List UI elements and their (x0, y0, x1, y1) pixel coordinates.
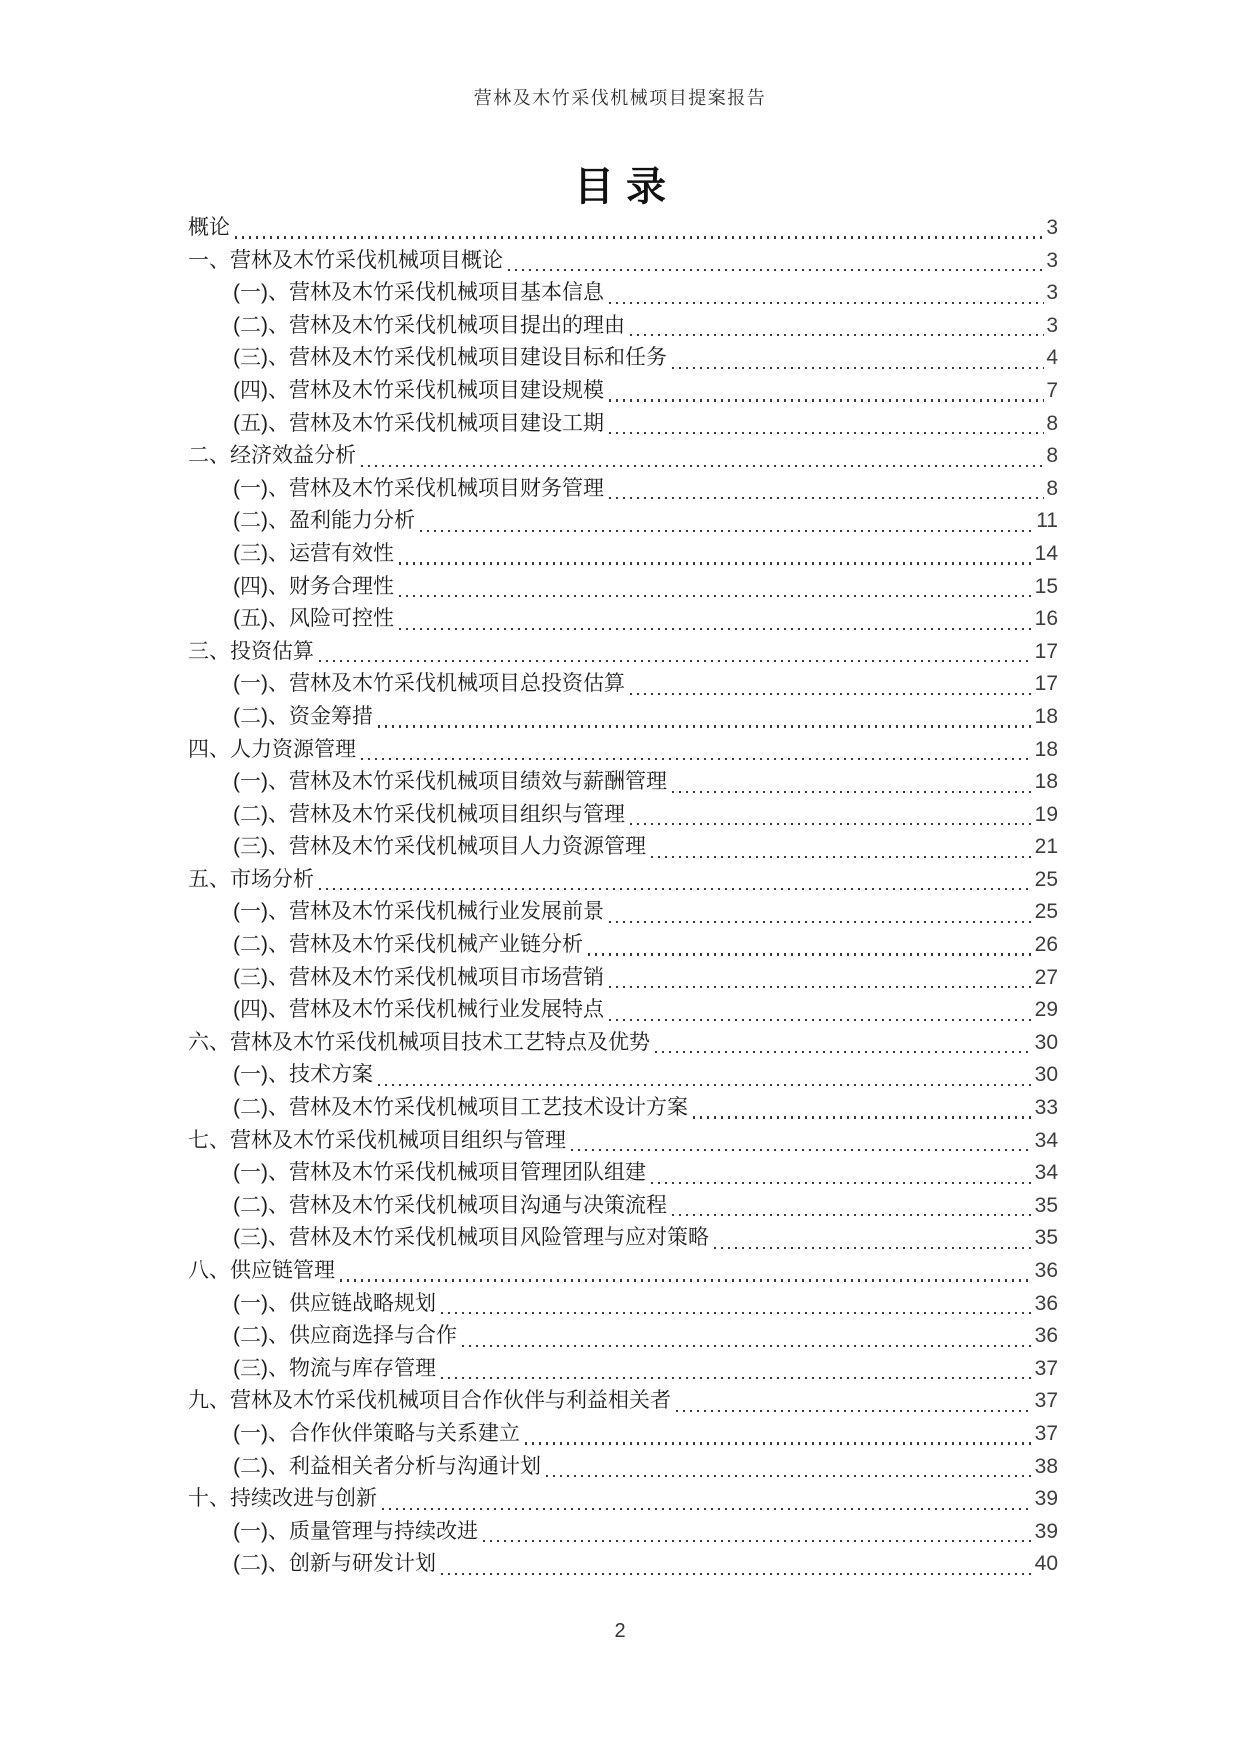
toc-entry-page: 11 (1036, 509, 1058, 533)
toc-entry-label: (一)、营林及木竹采伐机械项目总投资估算 (233, 672, 625, 696)
toc-leader-dots (373, 1059, 1035, 1092)
toc-entry-label: (一)、营林及木竹采伐机械行业发展前景 (233, 900, 604, 924)
toc-entry-label: (二)、营林及木竹采伐机械项目沟通与决策流程 (233, 1193, 667, 1217)
toc-entry[interactable] (188, 603, 1058, 636)
toc-entry[interactable] (188, 994, 1058, 1027)
toc-entry-label: 七、营林及木竹采伐机械项目组织与管理 (188, 1128, 566, 1152)
toc-list (188, 212, 1058, 1581)
toc-entry-label: (三)、营林及木竹采伐机械项目市场营销 (233, 965, 604, 989)
toc-entry-label: 一、营林及木竹采伐机械项目概论 (188, 248, 503, 272)
toc-leader-dots (604, 277, 1046, 310)
toc-leader-dots (671, 1385, 1035, 1418)
toc-entry-label: (三)、营林及木竹采伐机械项目风险管理与应对策略 (233, 1226, 709, 1250)
toc-entry-page: 17 (1034, 672, 1058, 696)
toc-entry-label: (一)、营林及木竹采伐机械项目绩效与薪酬管理 (233, 770, 667, 794)
toc-entry[interactable] (188, 1320, 1058, 1353)
toc-entry[interactable] (188, 1516, 1058, 1549)
toc-leader-dots (604, 896, 1035, 929)
toc-entry[interactable] (188, 1288, 1058, 1321)
toc-leader-dots (566, 1125, 1035, 1158)
toc-entry-label: 五、市场分析 (188, 867, 314, 891)
toc-entry[interactable] (188, 1027, 1058, 1060)
toc-entry[interactable] (188, 440, 1058, 473)
toc-entry-page: 26 (1034, 933, 1058, 957)
toc-entry[interactable] (188, 668, 1058, 701)
toc-entry-label: (三)、运营有效性 (233, 541, 394, 565)
document-header-title: 营林及木竹采伐机械项目提案报告 (473, 88, 767, 108)
toc-leader-dots (625, 799, 1035, 832)
toc-entry-label: (二)、资金筹措 (233, 704, 373, 728)
toc-leader-dots (394, 538, 1035, 571)
toc-leader-dots (373, 701, 1035, 734)
toc-leader-dots (356, 734, 1035, 767)
toc-leader-dots (394, 571, 1035, 604)
toc-entry-page: 35 (1034, 1226, 1058, 1250)
toc-leader-dots (667, 1190, 1035, 1223)
toc-entry[interactable] (188, 896, 1058, 929)
toc-entry[interactable] (188, 831, 1058, 864)
toc-entry[interactable] (188, 766, 1058, 799)
toc-entry-label: (二)、利益相关者分析与沟通计划 (233, 1454, 541, 1478)
toc-leader-dots (625, 668, 1035, 701)
toc-entry[interactable] (188, 1255, 1058, 1288)
toc-entry[interactable] (188, 1548, 1058, 1581)
toc-leader-dots (478, 1516, 1035, 1549)
toc-entry-page: 4 (1046, 346, 1058, 370)
toc-entry[interactable] (188, 1483, 1058, 1516)
toc-entry-page: 34 (1034, 1161, 1058, 1185)
toc-entry-page: 35 (1034, 1193, 1058, 1217)
toc-entry-page: 39 (1034, 1519, 1058, 1543)
toc-leader-dots (583, 929, 1035, 962)
toc-entry[interactable] (188, 408, 1058, 441)
toc-entry[interactable] (188, 505, 1058, 538)
toc-entry-page: 3 (1046, 281, 1058, 305)
toc-entry[interactable] (188, 1190, 1058, 1223)
toc-entry[interactable] (188, 1222, 1058, 1255)
toc-entry-page: 38 (1034, 1454, 1058, 1478)
toc-entry[interactable] (188, 962, 1058, 995)
toc-leader-dots (604, 994, 1035, 1027)
toc-entry-page: 30 (1034, 1063, 1058, 1087)
toc-entry-page: 30 (1034, 1030, 1058, 1054)
toc-leader-dots (356, 440, 1046, 473)
toc-entry-label: (一)、技术方案 (233, 1063, 373, 1087)
toc-entry-page: 21 (1034, 835, 1058, 859)
toc-entry-page: 36 (1034, 1324, 1058, 1348)
toc-leader-dots (667, 342, 1046, 375)
toc-entry-page: 3 (1046, 313, 1058, 337)
toc-leader-dots (436, 1548, 1035, 1581)
toc-entry-page: 14 (1034, 541, 1058, 565)
toc-entry-page: 37 (1034, 1389, 1058, 1413)
toc-entry[interactable] (188, 473, 1058, 506)
toc-entry-page: 29 (1034, 998, 1058, 1022)
toc-entry[interactable] (188, 277, 1058, 310)
toc-leader-dots (377, 1483, 1035, 1516)
toc-entry[interactable] (188, 1451, 1058, 1484)
toc-entry-page: 18 (1034, 737, 1058, 761)
toc-entry-label: 十、持续改进与创新 (188, 1487, 377, 1511)
toc-entry[interactable] (188, 864, 1058, 897)
toc-leader-dots (541, 1451, 1035, 1484)
toc-entry-page: 17 (1034, 639, 1058, 663)
toc-entry-page: 16 (1034, 607, 1058, 631)
toc-leader-dots (314, 864, 1035, 897)
toc-entry-page: 37 (1034, 1356, 1058, 1380)
toc-entry-label: (二)、营林及木竹采伐机械产业链分析 (233, 933, 583, 957)
toc-entry-page: 8 (1046, 444, 1058, 468)
toc-leader-dots (604, 408, 1046, 441)
toc-entry[interactable] (188, 1418, 1058, 1451)
toc-entry[interactable] (188, 375, 1058, 408)
toc-entry-page: 18 (1034, 770, 1058, 794)
toc-leader-dots (646, 831, 1035, 864)
toc-entry[interactable] (188, 1157, 1058, 1190)
toc-entry-label: (二)、创新与研发计划 (233, 1552, 436, 1576)
toc-entry-page: 37 (1034, 1421, 1058, 1445)
toc-entry-page: 27 (1034, 965, 1058, 989)
toc-entry-label: (二)、营林及木竹采伐机械项目提出的理由 (233, 313, 625, 337)
toc-leader-dots (436, 1353, 1035, 1386)
toc-leader-dots (457, 1320, 1035, 1353)
toc-entry-label: (四)、营林及木竹采伐机械项目建设规模 (233, 378, 604, 402)
toc-leader-dots (436, 1288, 1035, 1321)
page-title: 目录 (574, 164, 678, 209)
toc-entry-page: 39 (1034, 1487, 1058, 1511)
toc-entry-label: (一)、营林及木竹采伐机械项目财务管理 (233, 476, 604, 500)
toc-entry-label: 三、投资估算 (188, 639, 314, 663)
toc-entry-label: (二)、营林及木竹采伐机械项目工艺技术设计方案 (233, 1096, 688, 1120)
toc-leader-dots (709, 1222, 1035, 1255)
toc-entry-page: 36 (1034, 1259, 1058, 1282)
toc-entry[interactable] (188, 1385, 1058, 1418)
toc-entry[interactable] (188, 1125, 1058, 1158)
toc-entry-label: 二、经济效益分析 (188, 444, 356, 468)
toc-entry-label: (一)、合作伙伴策略与关系建立 (233, 1421, 520, 1445)
toc-entry-label: (二)、营林及木竹采伐机械项目组织与管理 (233, 802, 625, 826)
toc-entry-label: (二)、盈利能力分析 (233, 509, 415, 533)
toc-entry[interactable] (188, 571, 1058, 604)
toc-leader-dots (394, 603, 1035, 636)
toc-leader-dots (314, 636, 1035, 669)
footer-page-number: 2 (614, 1620, 626, 1642)
toc-entry-label: 八、供应链管理 (188, 1259, 335, 1282)
toc-entry-label: (二)、供应商选择与合作 (233, 1324, 457, 1348)
toc-entry[interactable] (188, 310, 1058, 343)
toc-entry[interactable] (188, 799, 1058, 832)
toc-entry-page: 40 (1034, 1552, 1058, 1576)
toc-leader-dots (503, 245, 1046, 278)
toc-entry-label: (三)、营林及木竹采伐机械项目人力资源管理 (233, 835, 646, 859)
toc-entry-label: (三)、物流与库存管理 (233, 1356, 436, 1380)
toc-leader-dots (604, 962, 1035, 995)
toc-leader-dots (650, 1027, 1035, 1060)
toc-entry-page: 25 (1034, 867, 1058, 891)
toc-leader-dots (604, 375, 1046, 408)
toc-leader-dots (520, 1418, 1035, 1451)
toc-leader-dots (646, 1157, 1035, 1190)
toc-entry-page: 3 (1046, 248, 1058, 272)
toc-entry[interactable] (188, 538, 1058, 571)
toc-entry[interactable] (188, 636, 1058, 669)
toc-entry-label: (一)、质量管理与持续改进 (233, 1519, 478, 1543)
toc-entry-label: (四)、营林及木竹采伐机械行业发展特点 (233, 998, 604, 1022)
toc-entry-label: 六、营林及木竹采伐机械项目技术工艺特点及优势 (188, 1030, 650, 1054)
toc-entry-page: 36 (1034, 1291, 1058, 1315)
toc-leader-dots (415, 505, 1036, 538)
toc-leader-dots (688, 1092, 1035, 1125)
toc-entry[interactable] (188, 212, 1058, 245)
toc-entry[interactable] (188, 734, 1058, 767)
toc-entry-page: 19 (1034, 802, 1058, 826)
toc-entry[interactable] (188, 701, 1058, 734)
toc-leader-dots (604, 473, 1046, 506)
toc-entry-page: 8 (1046, 411, 1058, 435)
toc-entry-label: 四、人力资源管理 (188, 737, 356, 761)
toc-leader-dots (230, 212, 1046, 245)
toc-entry-page: 15 (1034, 574, 1058, 598)
toc-entry-label: (一)、营林及木竹采伐机械项目管理团队组建 (233, 1161, 646, 1185)
toc-entry-label: (五)、营林及木竹采伐机械项目建设工期 (233, 411, 604, 435)
toc-entry[interactable] (188, 245, 1058, 278)
toc-entry-label: (三)、营林及木竹采伐机械项目建设目标和任务 (233, 346, 667, 370)
toc-entry-page: 18 (1034, 704, 1058, 728)
toc-entry-page: 25 (1034, 900, 1058, 924)
toc-entry-page: 34 (1034, 1128, 1058, 1152)
toc-entry-label: 九、营林及木竹采伐机械项目合作伙伴与利益相关者 (188, 1389, 671, 1413)
toc-entry-label: (四)、财务合理性 (233, 574, 394, 598)
toc-entry-label: 概论 (188, 216, 230, 239)
toc-entry-label: (一)、营林及木竹采伐机械项目基本信息 (233, 281, 604, 305)
toc-leader-dots (625, 310, 1046, 343)
toc-entry-page: 3 (1046, 216, 1058, 239)
toc-entry-page: 7 (1046, 378, 1058, 402)
toc-entry-label: (一)、供应链战略规划 (233, 1291, 436, 1315)
toc-leader-dots (667, 766, 1035, 799)
toc-entry[interactable] (188, 1092, 1058, 1125)
toc-entry-page: 33 (1034, 1096, 1058, 1120)
toc-entry[interactable] (188, 1059, 1058, 1092)
toc-entry[interactable] (188, 342, 1058, 375)
toc-leader-dots (335, 1255, 1035, 1288)
toc-entry-label: (五)、风险可控性 (233, 607, 394, 631)
toc-entry[interactable] (188, 1353, 1058, 1386)
toc-entry-page: 8 (1046, 476, 1058, 500)
toc-entry[interactable] (188, 929, 1058, 962)
